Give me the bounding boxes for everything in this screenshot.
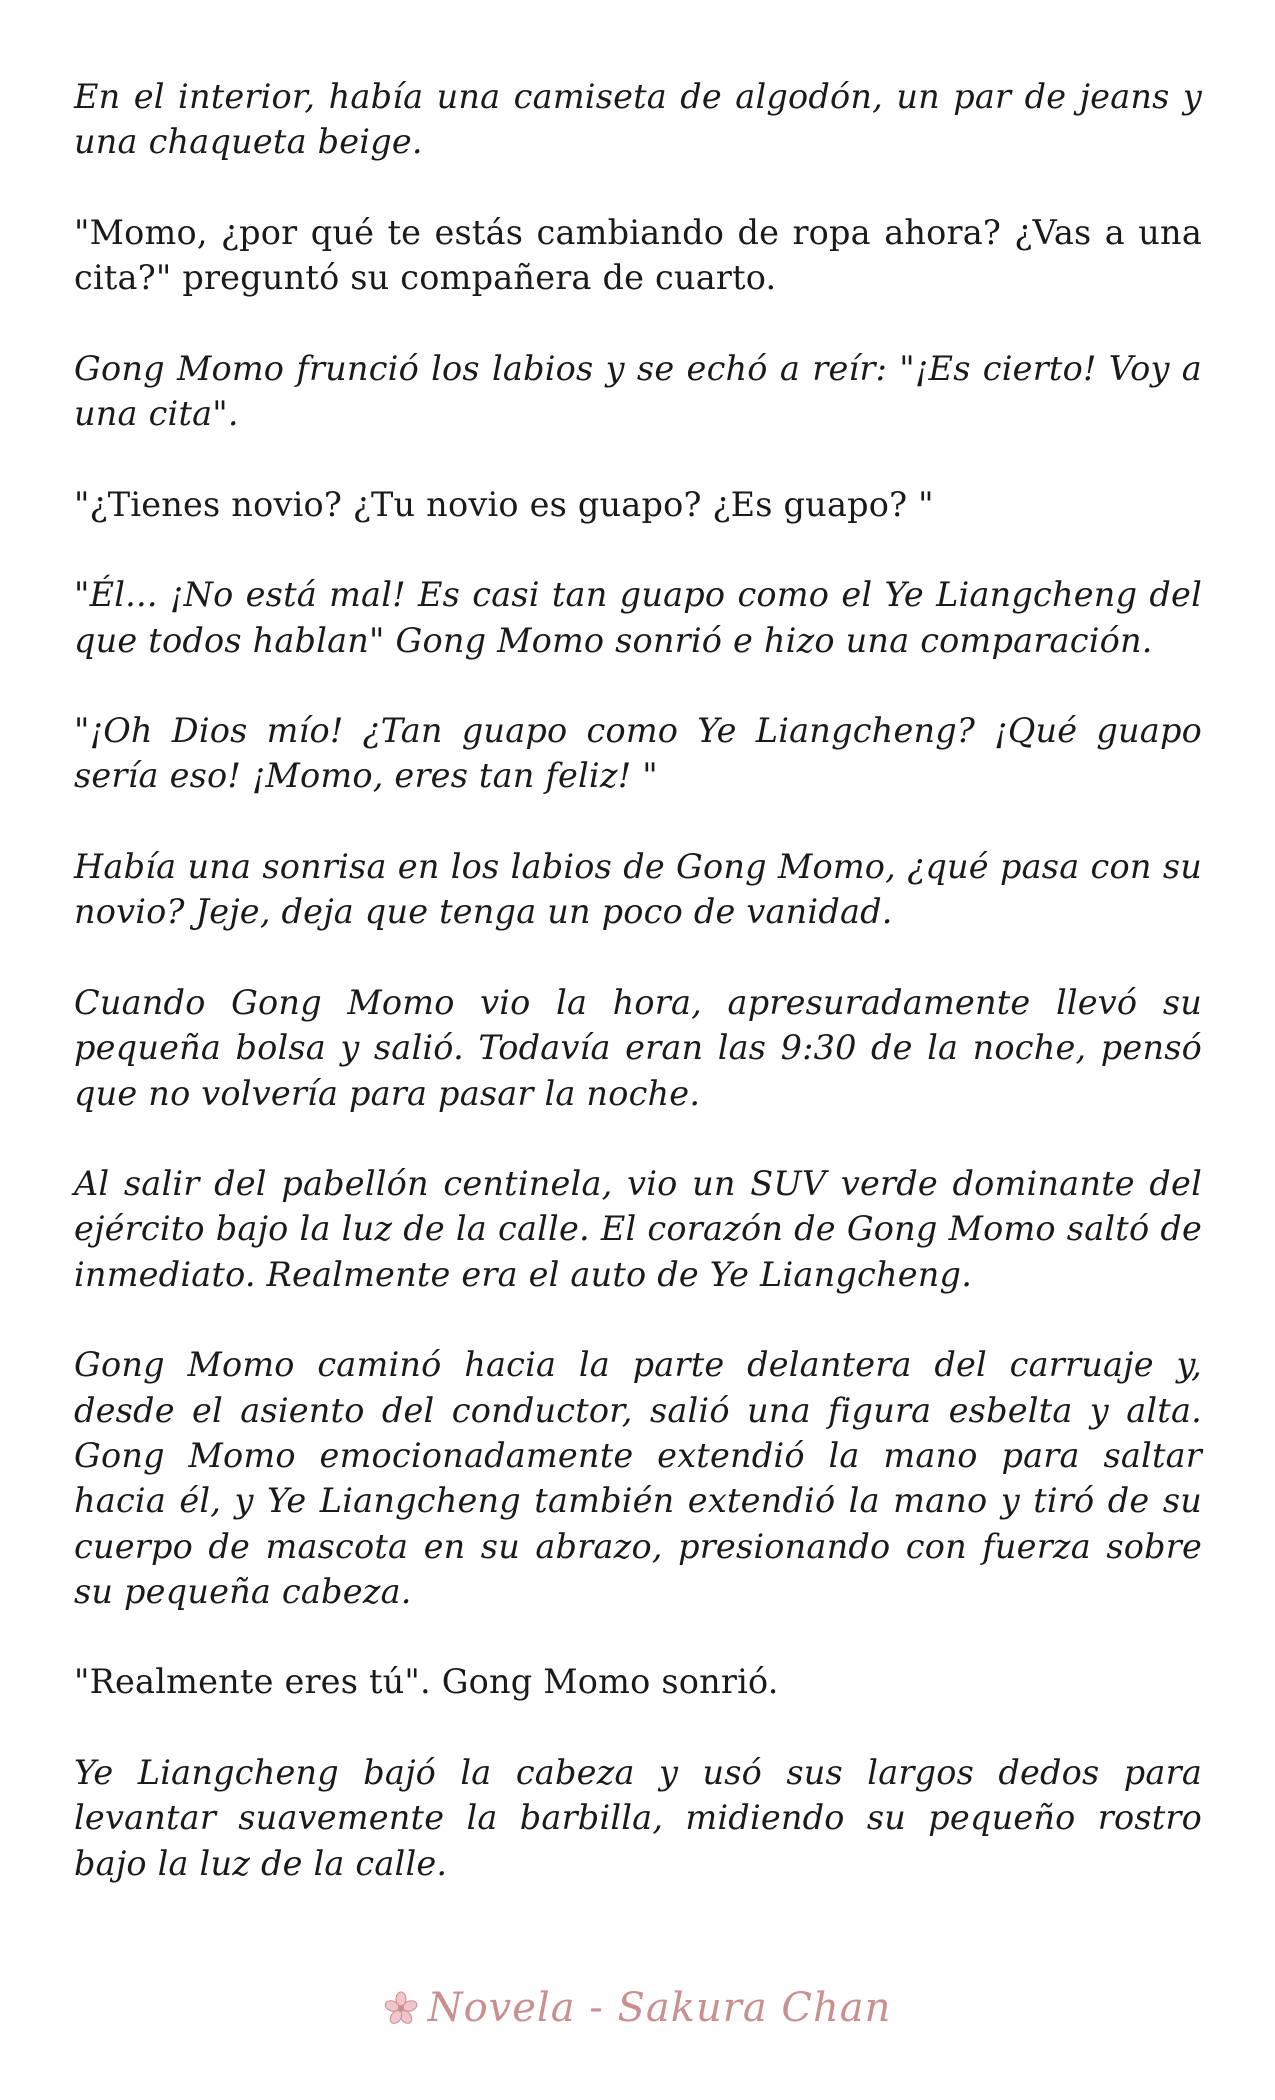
paragraph: Gong Momo caminó hacia la parte delantera del carruaje y, desde el asiento del conductor, salió una figura esbelta y alta. Gong Momo emocionadamente extendió la mano para saltar hacia él, y Ye Liangcheng también extendió la mano y tiró de su cuerpo de mascota en su abrazo, presionando con fuerza sobre su pequeña cabeza. bbox=[74, 1345, 1202, 1611]
sakura-flower-icon bbox=[384, 1991, 418, 2025]
paragraph: Había una sonrisa en los labios de Gong Momo, ¿qué pasa con su novio? Jeje, deja que tenga un poco de vanidad. bbox=[74, 847, 1202, 932]
paragraph: Al salir del pabellón centinela, vio un SUV verde dominante del ejército bajo la luz de la calle. El corazón de Gong Momo saltó de inmediato. Realmente era el auto de Ye Liangcheng. bbox=[74, 1164, 1202, 1294]
body-text bbox=[74, 74, 1202, 1931]
paragraph: Gong Momo frunció los labios y se echó a reír: "¡Es cierto! Voy a una cita". bbox=[74, 348, 1202, 434]
watermark-text: Novela - Sakura Chan bbox=[427, 1985, 892, 2031]
paragraph: Ye Liangcheng bajó la cabeza y usó sus largos dedos para levantar suavemente la barbilla, midiendo su pequeño rostro bajo la luz de la calle. bbox=[74, 1752, 1202, 1883]
paragraph: Cuando Gong Momo vio la hora, apresuradamente llevó su pequeña bolsa y salió. Todavía eran las 9:30 de la noche, pensó que no volvería para pasar la noche. bbox=[74, 982, 1202, 1113]
paragraph: "¿Tienes novio? ¿Tu novio es guapo? ¿Es guapo? " bbox=[74, 484, 934, 524]
paragraph: En el interior, había una camiseta de algodón, un par de jeans y una chaqueta beige. bbox=[74, 77, 1202, 162]
watermark-footer bbox=[0, 1978, 1275, 2038]
paragraph: "¡Oh Dios mío! ¿Tan guapo como Ye Liangcheng? ¡Qué guapo sería eso! ¡Momo, eres tan feliz! " bbox=[74, 711, 1202, 796]
paragraph: "Él... ¡No está mal! Es casi tan guapo como el Ye Liangcheng del que todos hablan" Gong Momo sonrió e hizo una comparación. bbox=[74, 575, 1202, 660]
paragraph: "Momo, ¿por qué te estás cambiando de ropa ahora? ¿Vas a una cita?" preguntó su compañera de cuarto. bbox=[74, 212, 1202, 298]
paragraph: "Realmente eres tú". Gong Momo sonrió. bbox=[74, 1662, 779, 1702]
